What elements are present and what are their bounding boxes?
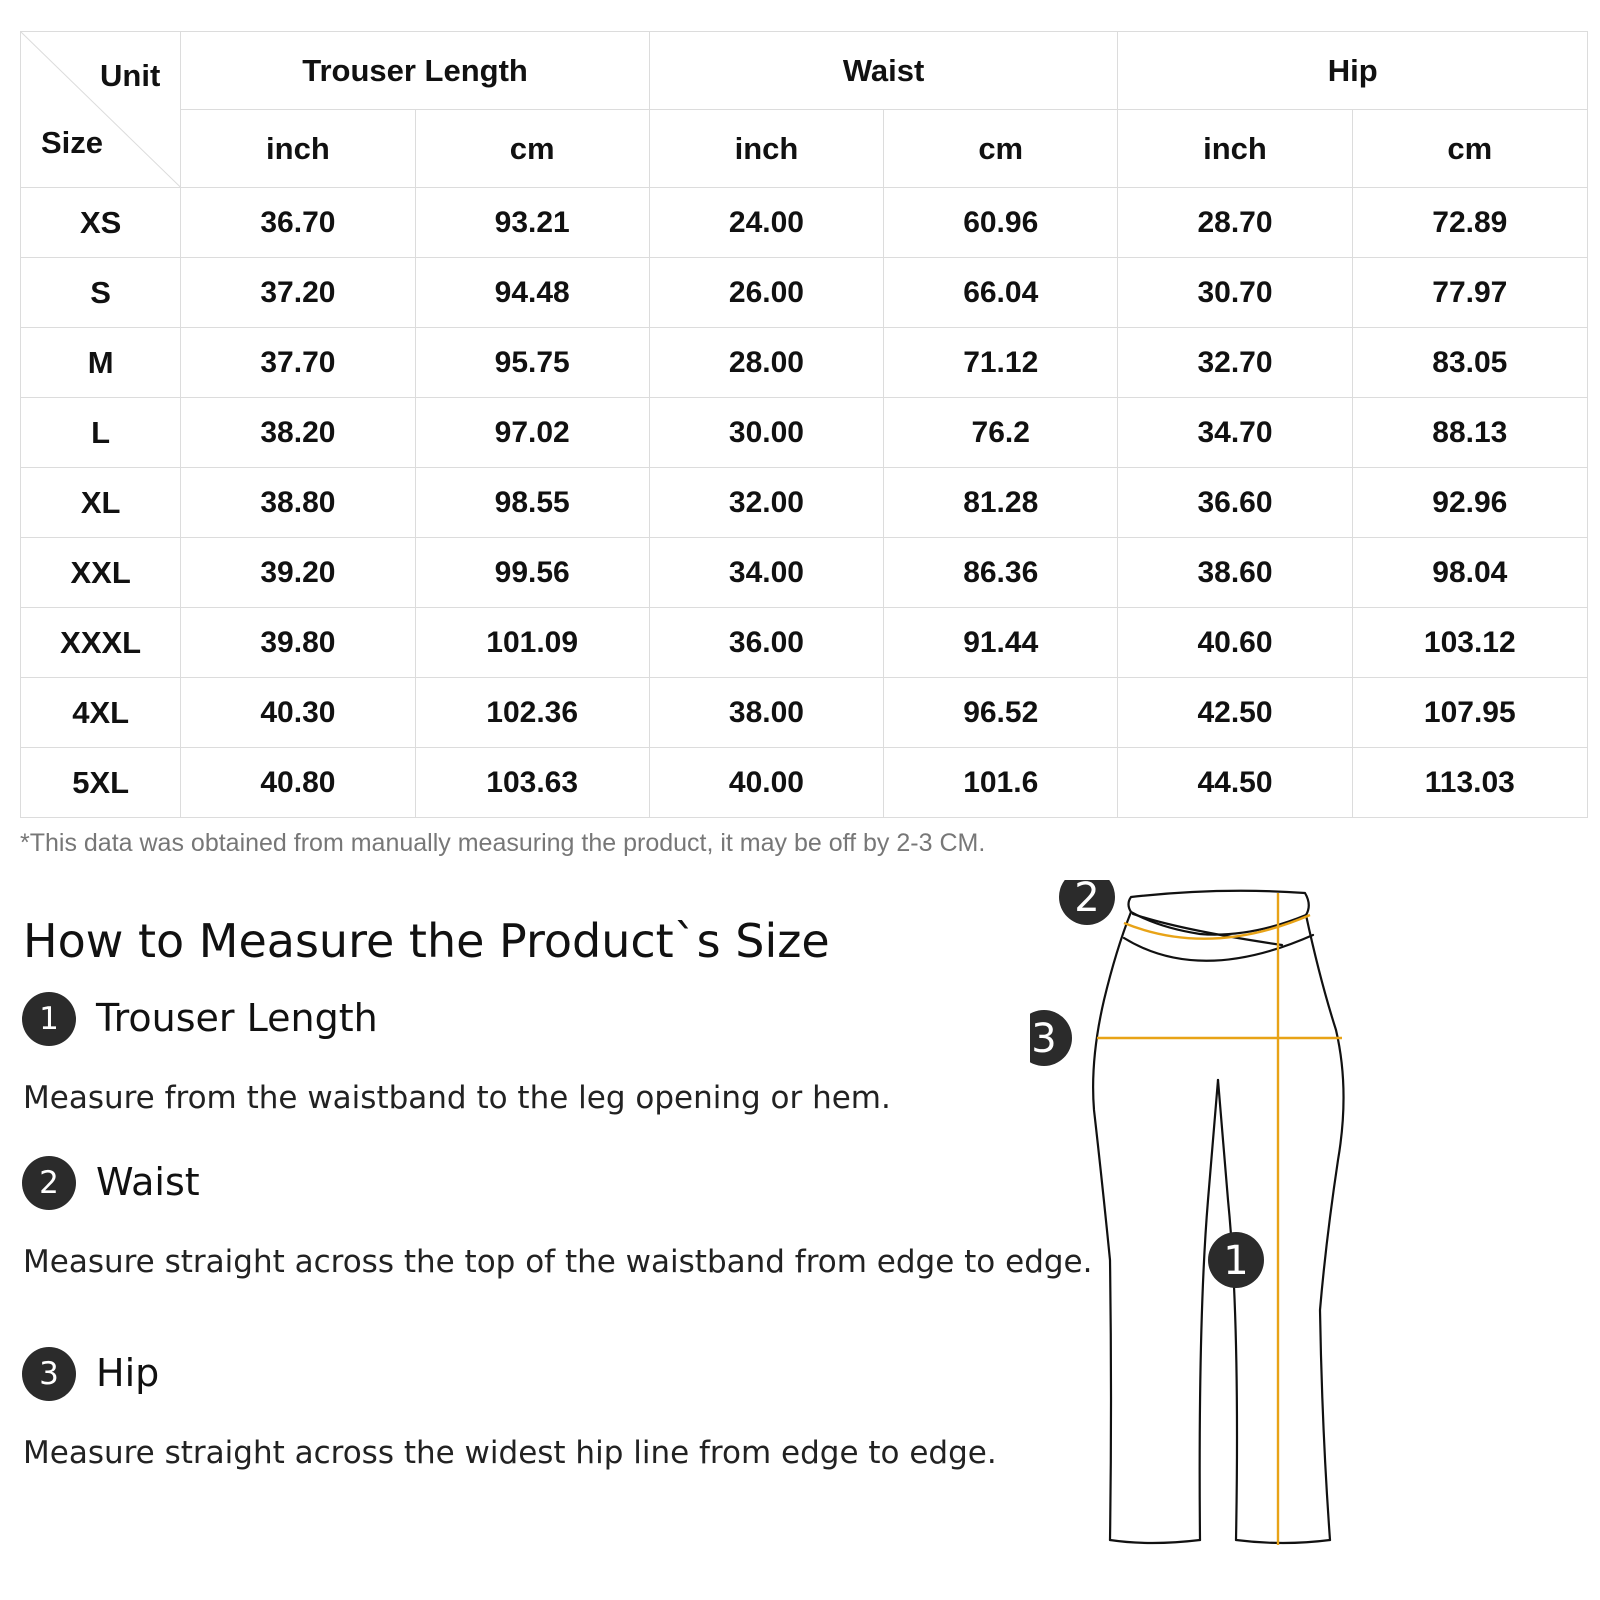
unit-header: cm — [1352, 110, 1587, 188]
value-cell: 97.02 — [415, 398, 649, 468]
howto-title: How to Measure the Product`s Size — [23, 914, 830, 968]
step-number-badge: 1 — [22, 992, 76, 1046]
table-row — [21, 608, 1588, 678]
value-cell: 38.00 — [649, 678, 883, 748]
measure-lines — [1097, 893, 1342, 1545]
value-cell: 88.13 — [1352, 398, 1587, 468]
step-title: Hip — [96, 1351, 160, 1395]
value-cell: 24.00 — [649, 188, 883, 258]
value-cell: 40.80 — [181, 748, 415, 818]
pants-measurement-diagram — [1030, 880, 1390, 1600]
pants-outline — [1093, 891, 1343, 1543]
step-title: Waist — [96, 1160, 200, 1204]
group-header-waist: Waist — [649, 32, 1118, 110]
value-cell: 103.63 — [415, 748, 649, 818]
value-cell: 38.80 — [181, 468, 415, 538]
size-table-body — [21, 188, 1588, 818]
measurement-note: *This data was obtained from manually measuring the product, it may be off by 2-3 CM. — [20, 829, 986, 857]
value-cell: 36.70 — [181, 188, 415, 258]
value-cell: 98.04 — [1352, 538, 1587, 608]
value-cell: 96.52 — [884, 678, 1118, 748]
value-cell: 28.70 — [1118, 188, 1352, 258]
step-number-badge: 3 — [22, 1347, 76, 1401]
table-row — [21, 468, 1588, 538]
value-cell: 36.60 — [1118, 468, 1352, 538]
value-cell: 44.50 — [1118, 748, 1352, 818]
value-cell: 77.97 — [1352, 258, 1587, 328]
value-cell: 76.2 — [884, 398, 1118, 468]
marker-label: 1 — [1223, 1238, 1249, 1284]
value-cell: 38.60 — [1118, 538, 1352, 608]
step-description: Measure from the waistband to the leg opening or hem. — [23, 1080, 891, 1116]
size-chart-table — [20, 31, 1588, 818]
size-cell: XL — [21, 468, 181, 538]
value-cell: 103.12 — [1352, 608, 1587, 678]
value-cell: 38.20 — [181, 398, 415, 468]
group-header-hip: Hip — [1118, 32, 1588, 110]
marker-length — [1208, 1232, 1264, 1288]
value-cell: 113.03 — [1352, 748, 1587, 818]
value-cell: 30.70 — [1118, 258, 1352, 328]
value-cell: 39.80 — [181, 608, 415, 678]
value-cell: 32.00 — [649, 468, 883, 538]
value-cell: 99.56 — [415, 538, 649, 608]
value-cell: 40.30 — [181, 678, 415, 748]
value-cell: 101.6 — [884, 748, 1118, 818]
marker-waist — [1059, 880, 1115, 925]
marker-hip — [1030, 1010, 1072, 1066]
value-cell: 40.00 — [649, 748, 883, 818]
unit-header: cm — [415, 110, 649, 188]
table-row — [21, 748, 1588, 818]
value-cell: 26.00 — [649, 258, 883, 328]
value-cell: 40.60 — [1118, 608, 1352, 678]
corner-unit-label: Unit — [100, 58, 161, 93]
value-cell: 95.75 — [415, 328, 649, 398]
step-number-badge: 2 — [22, 1156, 76, 1210]
value-cell: 37.70 — [181, 328, 415, 398]
unit-header: inch — [649, 110, 883, 188]
value-cell: 28.00 — [649, 328, 883, 398]
marker-label: 2 — [1074, 880, 1100, 921]
step-description: Measure straight across the top of the waistband from edge to edge. — [23, 1244, 1093, 1280]
size-cell: M — [21, 328, 181, 398]
size-cell: 4XL — [21, 678, 181, 748]
corner-header-cell — [21, 32, 181, 188]
size-cell: 5XL — [21, 748, 181, 818]
value-cell: 42.50 — [1118, 678, 1352, 748]
group-header-trouser-length: Trouser Length — [181, 32, 650, 110]
value-cell: 71.12 — [884, 328, 1118, 398]
value-cell: 93.21 — [415, 188, 649, 258]
table-row — [21, 258, 1588, 328]
table-row — [21, 188, 1588, 258]
value-cell: 98.55 — [415, 468, 649, 538]
value-cell: 94.48 — [415, 258, 649, 328]
step-title: Trouser Length — [96, 996, 378, 1040]
value-cell: 34.70 — [1118, 398, 1352, 468]
value-cell: 92.96 — [1352, 468, 1587, 538]
value-cell: 66.04 — [884, 258, 1118, 328]
step-description: Measure straight across the widest hip line from edge to edge. — [23, 1435, 997, 1471]
marker-label: 3 — [1031, 1016, 1057, 1062]
size-cell: S — [21, 258, 181, 328]
value-cell: 101.09 — [415, 608, 649, 678]
value-cell: 37.20 — [181, 258, 415, 328]
table-row — [21, 678, 1588, 748]
corner-size-label: Size — [41, 125, 104, 160]
unit-header: inch — [181, 110, 415, 188]
value-cell: 91.44 — [884, 608, 1118, 678]
value-cell: 102.36 — [415, 678, 649, 748]
diagonal-divider — [21, 32, 180, 187]
table-row — [21, 328, 1588, 398]
size-cell: XXXL — [21, 608, 181, 678]
unit-header: inch — [1118, 110, 1352, 188]
value-cell: 32.70 — [1118, 328, 1352, 398]
value-cell: 86.36 — [884, 538, 1118, 608]
size-cell: XS — [21, 188, 181, 258]
value-cell: 60.96 — [884, 188, 1118, 258]
value-cell: 34.00 — [649, 538, 883, 608]
value-cell: 39.20 — [181, 538, 415, 608]
size-cell: XXL — [21, 538, 181, 608]
value-cell: 36.00 — [649, 608, 883, 678]
table-row — [21, 398, 1588, 468]
value-cell: 107.95 — [1352, 678, 1587, 748]
value-cell: 72.89 — [1352, 188, 1587, 258]
unit-header: cm — [884, 110, 1118, 188]
size-cell: L — [21, 398, 181, 468]
value-cell: 83.05 — [1352, 328, 1587, 398]
table-row — [21, 538, 1588, 608]
value-cell: 30.00 — [649, 398, 883, 468]
value-cell: 81.28 — [884, 468, 1118, 538]
